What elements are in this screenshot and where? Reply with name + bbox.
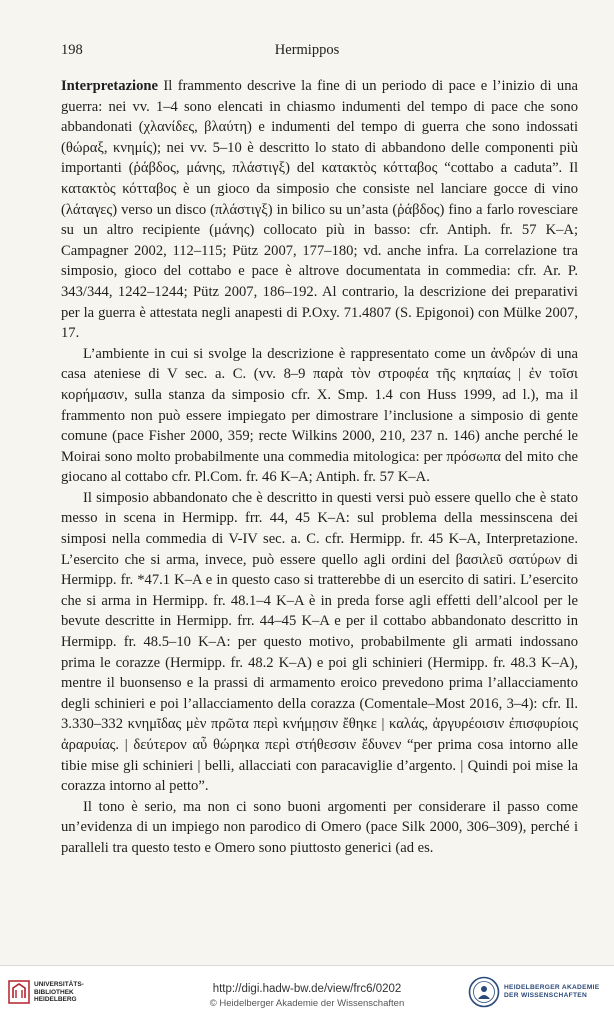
running-head	[61, 42, 553, 62]
academy-logo-text: HEIDELBERGER AKADEMIE DER WISSENSCHAFTEN	[504, 984, 600, 999]
library-logo[interactable]	[8, 978, 118, 1008]
paragraph-1-text: Il frammento descrive la fine di un periodo di pace e l’inizio di una guerra: nei vv. 1–4 sono elencati in chiasmo indumenti del tempo di pace che sono abbandonati (χλανίδες, βλαύτη) e indumenti del tempo di guerra che sono indossati (θώραξ, κνημίς); nei vv. 5–10 è descritto lo stato di abbandono delle componenti più importanti (ῥάβδος, μάνης, πλάστιγξ) del κατακτὸς κότταβος “cottabo a caduta”. Il κατακτὸς κότταβος è un gioco da simposio che consiste nel lanciare gocce di vino (λάταγες) verso un disco (πλάστιγξ) in bilico su un’asta (ῥάβδος) fino a farlo rovesciare su un altro recipiente (μάνης) collocato più in basso: cfr. Antiph. fr. 57 K–A; Campagner 2002, 112–115; Pütz 2007, 177–180; vd. anche infra. La correlazione tra simposio, gioco del cottabo e pace è altrove documentata in commedia: cfr. Ar. P. 343/344, 1242–1244; Pütz 2007, 186–192. Al contrario, la descrizione dei preparativi per la guerra è attestata negli anapesti di P.Oxy. 71.4807 (S. Epigonoi) con Mülke 2007, 17.	[61, 78, 578, 342]
permalink-url[interactable]: http://digi.hadw-bw.de/view/frc6/0202	[212, 983, 402, 995]
running-title: Hermippos	[274, 42, 340, 58]
paragraph-4: Il tono è serio, ma non ci sono buoni argomenti per considerare il passo come un’evidenza di un impiego non parodico di Omero (pace Silk 2000, 306–309), perché i paralleli tra questo testo e Omero sono piuttosto generici (ad es.	[61, 798, 578, 856]
paragraph-interpretazione	[61, 76, 578, 344]
section-heading: Interpretazione	[61, 78, 158, 94]
footer-links	[150, 982, 464, 1011]
ub-heidelberg-logo-icon	[8, 980, 30, 1004]
page-number: 198	[61, 42, 83, 58]
hadw-seal-icon	[468, 976, 500, 1008]
viewer-footer	[0, 965, 614, 1017]
paragraph-2: L’ambiente in cui si svolge la descrizione è rappresentato come un ἀνδρών di una casa ateniese di V sec. a. C. (vv. 8–9 παρὰ τὸν στροφέα τῆς κηπαίας | ἐν τοῖσι κορήμασιν, sulla stanza da simposio cfr. X. Smp. 1.4 con Huss 1999, ad l.), ma il frammento non può essere impiegato per dimostrare l’inclusione a simposio di gente comune (pace Fisher 2000, 359; recte Wilkins 2000, 210, 237 n. 146) anche perché le Moirai sono molto probabilmente una commedia mitologica: per πρόσωπα del mito che giocano al cottabo cfr. Pl.Com. fr. 46 K–A; Antiph. fr. 57 K–A.	[61, 345, 578, 486]
main-text	[61, 76, 578, 859]
library-logo-text: UNIVERSITÄTS- BIBLIOTHEK HEIDELBERG	[34, 981, 84, 1003]
paragraph-3: Il simposio abbandonato che è descritto in questi versi può essere quello che è stato messo in scena in Hermipp. frr. 44, 45 K–A: sul problema della messinscena dei simposi nella commedia di V-IV sec. a. C. cfr. Hermipp. fr. 45 K–A, Interpretazione. L’esercito che si arma, invece, può essere quello agli ordini del βασιλεῦ σατύρων di Hermipp. fr. *47.1 K–A e in questo caso si tratterebbe di un esercito di satiri. L’esercito che si arma in Hermipp. fr. 48.1–4 K–A è in preda forse agli effetti dell’alcool per le bevute descritte in Hermipp. frr. 44–45 K–A e per il cottabo abbandonato descritto in Hermipp. fr. 48.5–10 K–A: per questo motivo, probabilmente gli armati indossano prima le corazze (Hermipp. fr. 48.2 K–A) e poi gli schinieri (Hermipp. fr. 48.3 K–A), mentre il buonsenso e la prassi di armamento eroico prevedono prima l’allacciamento degli schinieri e poi l’allacciamento della corazza (Comentale–Most 2016, 3–4): cfr. Il. 3.330–332 κνημῖδας μὲν πρῶτα περὶ κνήμῃσιν ἔθηκε | καλάς, ἀργυρέοισιν ἐπισφυρίοις ἀραρυίας. | δεύτερον αὖ θώρηκα περὶ στήθεσσιν ἔδυνεν “per prima cosa intorno alle tibie mise gli schinieri | belli, allacciati con paracaviglie d’argento. | Quindi poi mise la corazza intorno al petto”.	[61, 489, 578, 795]
copyright-notice: © Heidelberger Akademie der Wissenschaften	[209, 998, 405, 1009]
academy-logo[interactable]	[468, 976, 608, 1010]
